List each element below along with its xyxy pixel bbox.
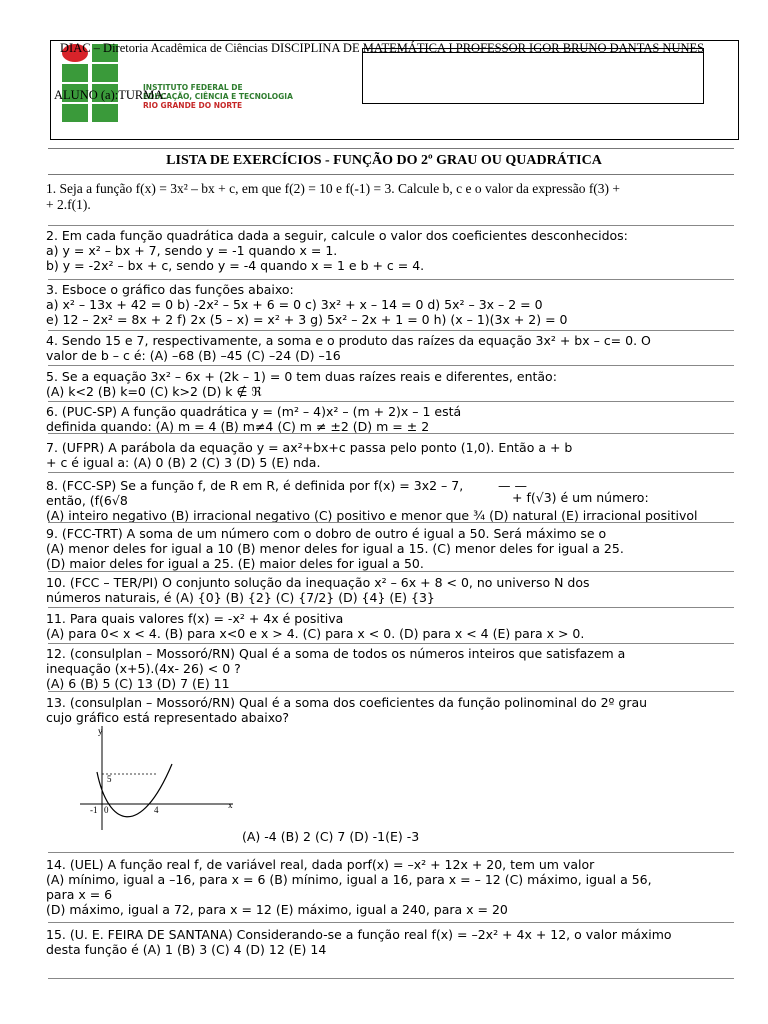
divider [48, 472, 734, 473]
divider [48, 922, 734, 923]
logo-green-square [62, 64, 88, 82]
question-line: valor de b – c é: (A) –68 (B) –45 (C) –24 (D) –16 [46, 348, 341, 363]
divider [48, 174, 734, 175]
question-line: 2. Em cada função quadrática dada a seguir, calcule o valor dos coeficientes desconhecidos: [46, 228, 628, 243]
question-line: definida quando: (A) m = 4 (B) m≠4 (C) m ≠ ±2 (D) m = ± 2 [46, 419, 430, 434]
question-15 [46, 927, 736, 957]
question-line: cujo gráfico está representado abaixo? [46, 710, 290, 725]
question-line: 4. Sendo 15 e 7, respectivamente, a soma e o produto das raízes da equação 3x² + bx – c= 0. O [46, 333, 651, 348]
question-line: (D) maior deles for igual a 25. (E) maior deles for igual a 50. [46, 556, 424, 571]
divider [48, 330, 734, 331]
page-title: LISTA DE EXERCÍCIOS - FUNÇÃO DO 2º GRAU OU QUADRÁTICA [166, 153, 602, 168]
divider [48, 401, 734, 402]
divider [48, 691, 734, 692]
question-10 [46, 575, 736, 605]
divider [48, 643, 734, 644]
logo-green-square [92, 104, 118, 122]
question-line: 11. Para quais valores f(x) = -x² + 4x é positiva [46, 611, 344, 626]
tick-label-4: 4 [154, 805, 159, 815]
question-5 [46, 369, 736, 399]
question-line: (A) inteiro negativo (B) irracional negativo (C) positivo e menor que ¾ (D) natural (E) irracional positivol [46, 508, 698, 523]
question-1 [46, 181, 736, 213]
divider [48, 852, 734, 853]
question-13 [46, 695, 736, 725]
question-line: (A) menor deles for igual a 10 (B) menor deles for igual a 15. (C) menor deles for igual a 25. [46, 541, 624, 556]
tick-label-minus1: -1 [90, 805, 98, 815]
axis-y-label: y [98, 726, 103, 736]
question-line: 3. Esboce o gráfico das funções abaixo: [46, 282, 294, 297]
question-line: 10. (FCC – TER/PI) O conjunto solução da inequação x² – 6x + 8 < 0, no universo N dos [46, 575, 590, 590]
question-6 [46, 404, 736, 434]
question-line: (A) mínimo, igual a –16, para x = 6 (B) mínimo, igual a 16, para x = – 12 (C) máximo, igual a 56, [46, 872, 652, 887]
question-3 [46, 282, 736, 327]
question-line: (A) 6 (B) 5 (C) 13 (D) 7 (E) 11 [46, 676, 230, 691]
question-line: 8. (FCC-SP) Se a função f, de R em R, é definida por f(x) = 3x2 – 7, [46, 478, 464, 493]
question-line: a) y = x² – bx + 7, sendo y = -1 quando x = 1. [46, 243, 338, 258]
student-class-line: ALUNO (a):TURMA: [54, 88, 167, 102]
question-line: b) y = -2x² – bx + c, sendo y = -4 quando x = 1 e b + c = 4. [46, 258, 425, 273]
question-line: 6. (PUC-SP) A função quadrática y = (m² – 4)x² – (m + 2)x – 1 está [46, 404, 462, 419]
question-12 [46, 646, 736, 691]
divider [48, 148, 734, 149]
question-11 [46, 611, 736, 641]
question-line: 13. (consulplan – Mossoró/RN) Qual é a soma dos coeficientes da função polinominal do 2º grau [46, 695, 648, 710]
question-line: 7. (UFPR) A parábola da equação y = ax²+bx+c passa pelo ponto (1,0). Então a + b [46, 440, 573, 455]
question-7 [46, 440, 736, 470]
logo-line: EDUCAÇÃO, CIÊNCIA E TECNOLOGIA [143, 92, 293, 101]
divider [48, 571, 734, 572]
question-line: + 2.f(1). [46, 197, 91, 212]
question-line: 9. (FCC-TRT) A soma de um número com o dobro de outro é igual a 50. Será máximo se o [46, 526, 607, 541]
divider [48, 522, 734, 523]
question-line: 14. (UEL) A função real f, de variável real, dada porf(x) = –x² + 12x + 20, tem um valor [46, 857, 595, 872]
question-13-options: (A) -4 (B) 2 (C) 7 (D) -1(E) -3 [242, 829, 420, 844]
question-line: e) 12 – 2x² = 8x + 2 f) 2x (5 – x) = x² + 3 g) 5x² – 2x + 1 = 0 h) (x – 1)(3x + 2) = 0 [46, 312, 568, 327]
department-line: DIAC – Diretoria Acadêmica de Ciências DISCIPLINA DE MATEMÁTICA I PROFESSOR IGOR BRUNO DANTAS NUNES [60, 41, 705, 55]
question-line: números naturais, é (A) {0} (B) {2} (C) {7/2} (D) {4} (E) {3} [46, 590, 435, 605]
axis-x-label: x [228, 800, 233, 810]
question-4 [46, 333, 736, 363]
logo-line: INSTITUTO FEDERAL DE [143, 83, 243, 92]
divider [48, 225, 734, 226]
divider [48, 607, 734, 608]
question-line: desta função é (A) 1 (B) 3 (C) 4 (D) 12 (E) 14 [46, 942, 327, 957]
question-line: (A) para 0< x < 4. (B) para x<0 e x > 4. (C) para x < 0. (D) para x < 4 (E) para x > 0. [46, 626, 585, 641]
tick-label-0: 0 [104, 805, 109, 815]
question-9 [46, 526, 736, 571]
question-line: (A) k<2 (B) k=0 (C) k>2 (D) k ∉ ℜ [46, 384, 262, 399]
header-info-box [362, 48, 704, 104]
divider [48, 433, 734, 434]
question-line: 15. (U. E. FEIRA DE SANTANA) Considerando-se a função real f(x) = –2x² + 4x + 12, o valor máximo [46, 927, 672, 942]
question-2 [46, 228, 736, 273]
question-line: a) x² – 13x + 42 = 0 b) -2x² – 5x + 6 = 0 c) 3x² + x – 14 = 0 d) 5x² – 3x – 2 = 0 [46, 297, 543, 312]
divider [48, 279, 734, 280]
question-line: 1. Seja a função f(x) = 3x² – bx + c, em que f(2) = 10 e f(-1) = 3. Calcule b, c e o valor da expressão f(3) + [46, 181, 621, 196]
logo-line: RIO GRANDE DO NORTE [143, 101, 243, 110]
fraction-bars: — — [498, 478, 527, 493]
logo-green-square [62, 104, 88, 122]
logo-green-square [92, 64, 118, 82]
question-line: 5. Se a equação 3x² – 6x + (2k – 1) = 0 tem duas raízes reais e diferentes, então: [46, 369, 557, 384]
question-line: + c é igual a: (A) 0 (B) 2 (C) 3 (D) 5 (E) nda. [46, 455, 321, 470]
question-line: então, (f(6√8 [46, 493, 128, 508]
divider [48, 365, 734, 366]
question-line: 12. (consulplan – Mossoró/RN) Qual é a soma de todos os números inteiros que satisfazem a [46, 646, 626, 661]
tick-label-5: 5 [107, 774, 112, 784]
question-line: para x = 6 [46, 887, 113, 902]
divider [48, 978, 734, 979]
parabola-graph [78, 722, 238, 834]
question-line: (D) máximo, igual a 72, para x = 12 (E) máximo, igual a 240, para x = 20 [46, 902, 508, 917]
question-14 [46, 857, 736, 917]
question-line: inequação (x+5).(4x- 26) < 0 ? [46, 661, 241, 676]
question-8-expression: + f(√3) é um número: [512, 490, 649, 505]
